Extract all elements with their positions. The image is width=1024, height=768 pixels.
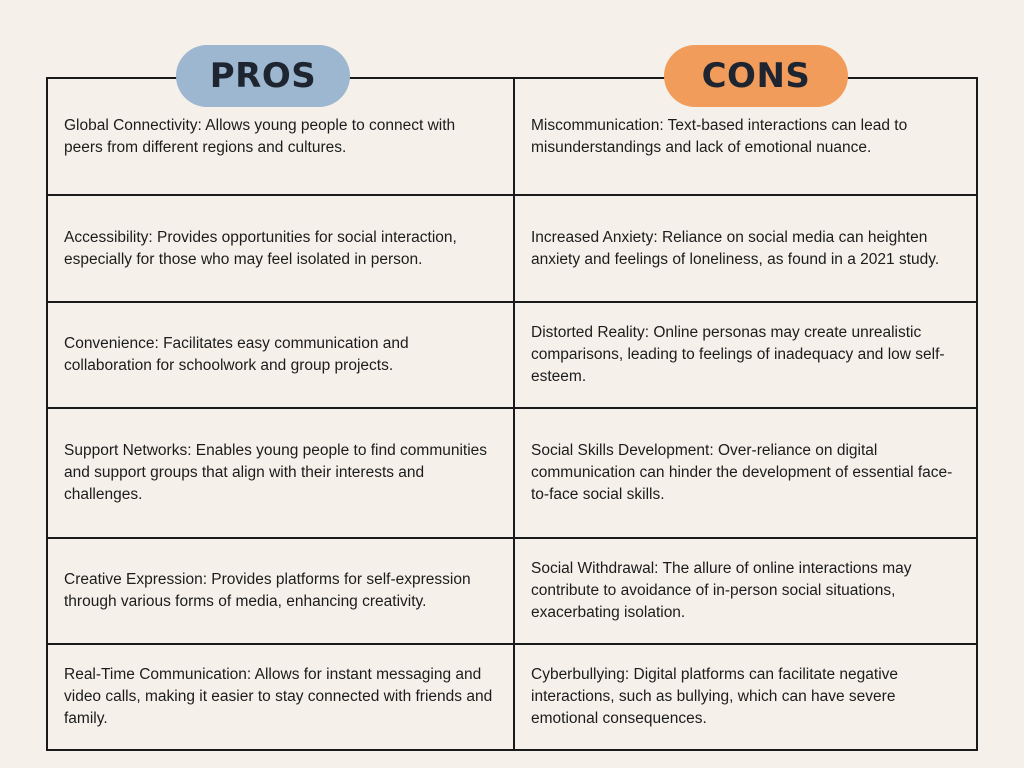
con-text: Increased Anxiety: Reliance on social media can heighten anxiety and feelings of loneliness, as found in a 2021 study. bbox=[531, 228, 940, 268]
con-text: Social Withdrawal: The allure of online interactions may contribute to avoidance of in-person social situations, exacerbating isolation. bbox=[531, 560, 912, 621]
pro-text: Support Networks: Enables young people to find communities and support groups that align with their interests and challenges. bbox=[64, 442, 488, 503]
pro-text: Accessibility: Provides opportunities for social interaction, especially for those who may feel isolated in person. bbox=[64, 228, 457, 268]
pro-cell-convenience bbox=[48, 303, 513, 407]
con-cell-distorted-reality bbox=[515, 303, 978, 407]
pro-cell-real-time-communication bbox=[48, 645, 513, 749]
pro-text: Convenience: Facilitates easy communication and collaboration for schoolwork and group projects. bbox=[64, 335, 409, 374]
cons-heading: CONS bbox=[664, 45, 848, 107]
pro-cell-creative-expression bbox=[48, 539, 513, 643]
con-text: Miscommunication: Text-based interactions can lead to misunderstandings and lack of emotional nuance. bbox=[531, 116, 908, 156]
con-text: Social Skills Development: Over-reliance on digital communication can hinder the development of essential face-to-face social skills. bbox=[531, 442, 953, 503]
pro-text: Creative Expression: Provides platforms for self-expression through various forms of media, enhancing creativity. bbox=[64, 571, 471, 610]
pro-cell-support-networks bbox=[48, 409, 513, 537]
con-text: Distorted Reality: Online personas may create unrealistic comparisons, leading to feelings of inadequacy and low self-esteem. bbox=[531, 324, 945, 385]
con-text: Cyberbullying: Digital platforms can facilitate negative interactions, such as bullying, which can have severe emotional consequences. bbox=[531, 666, 899, 727]
con-cell-cyberbullying bbox=[515, 645, 978, 749]
pros-cons-table bbox=[46, 77, 978, 751]
pro-text: Global Connectivity: Allows young people to connect with peers from different regions and cultures. bbox=[64, 116, 456, 156]
pros-heading: PROS bbox=[176, 45, 350, 107]
con-cell-social-withdrawal bbox=[515, 539, 978, 643]
con-cell-social-skills-development bbox=[515, 409, 978, 537]
pro-cell-accessibility bbox=[48, 196, 513, 301]
con-cell-increased-anxiety bbox=[515, 196, 978, 301]
pro-text: Real-Time Communication: Allows for instant messaging and video calls, making it easier to stay connected with friends and family. bbox=[64, 666, 493, 727]
